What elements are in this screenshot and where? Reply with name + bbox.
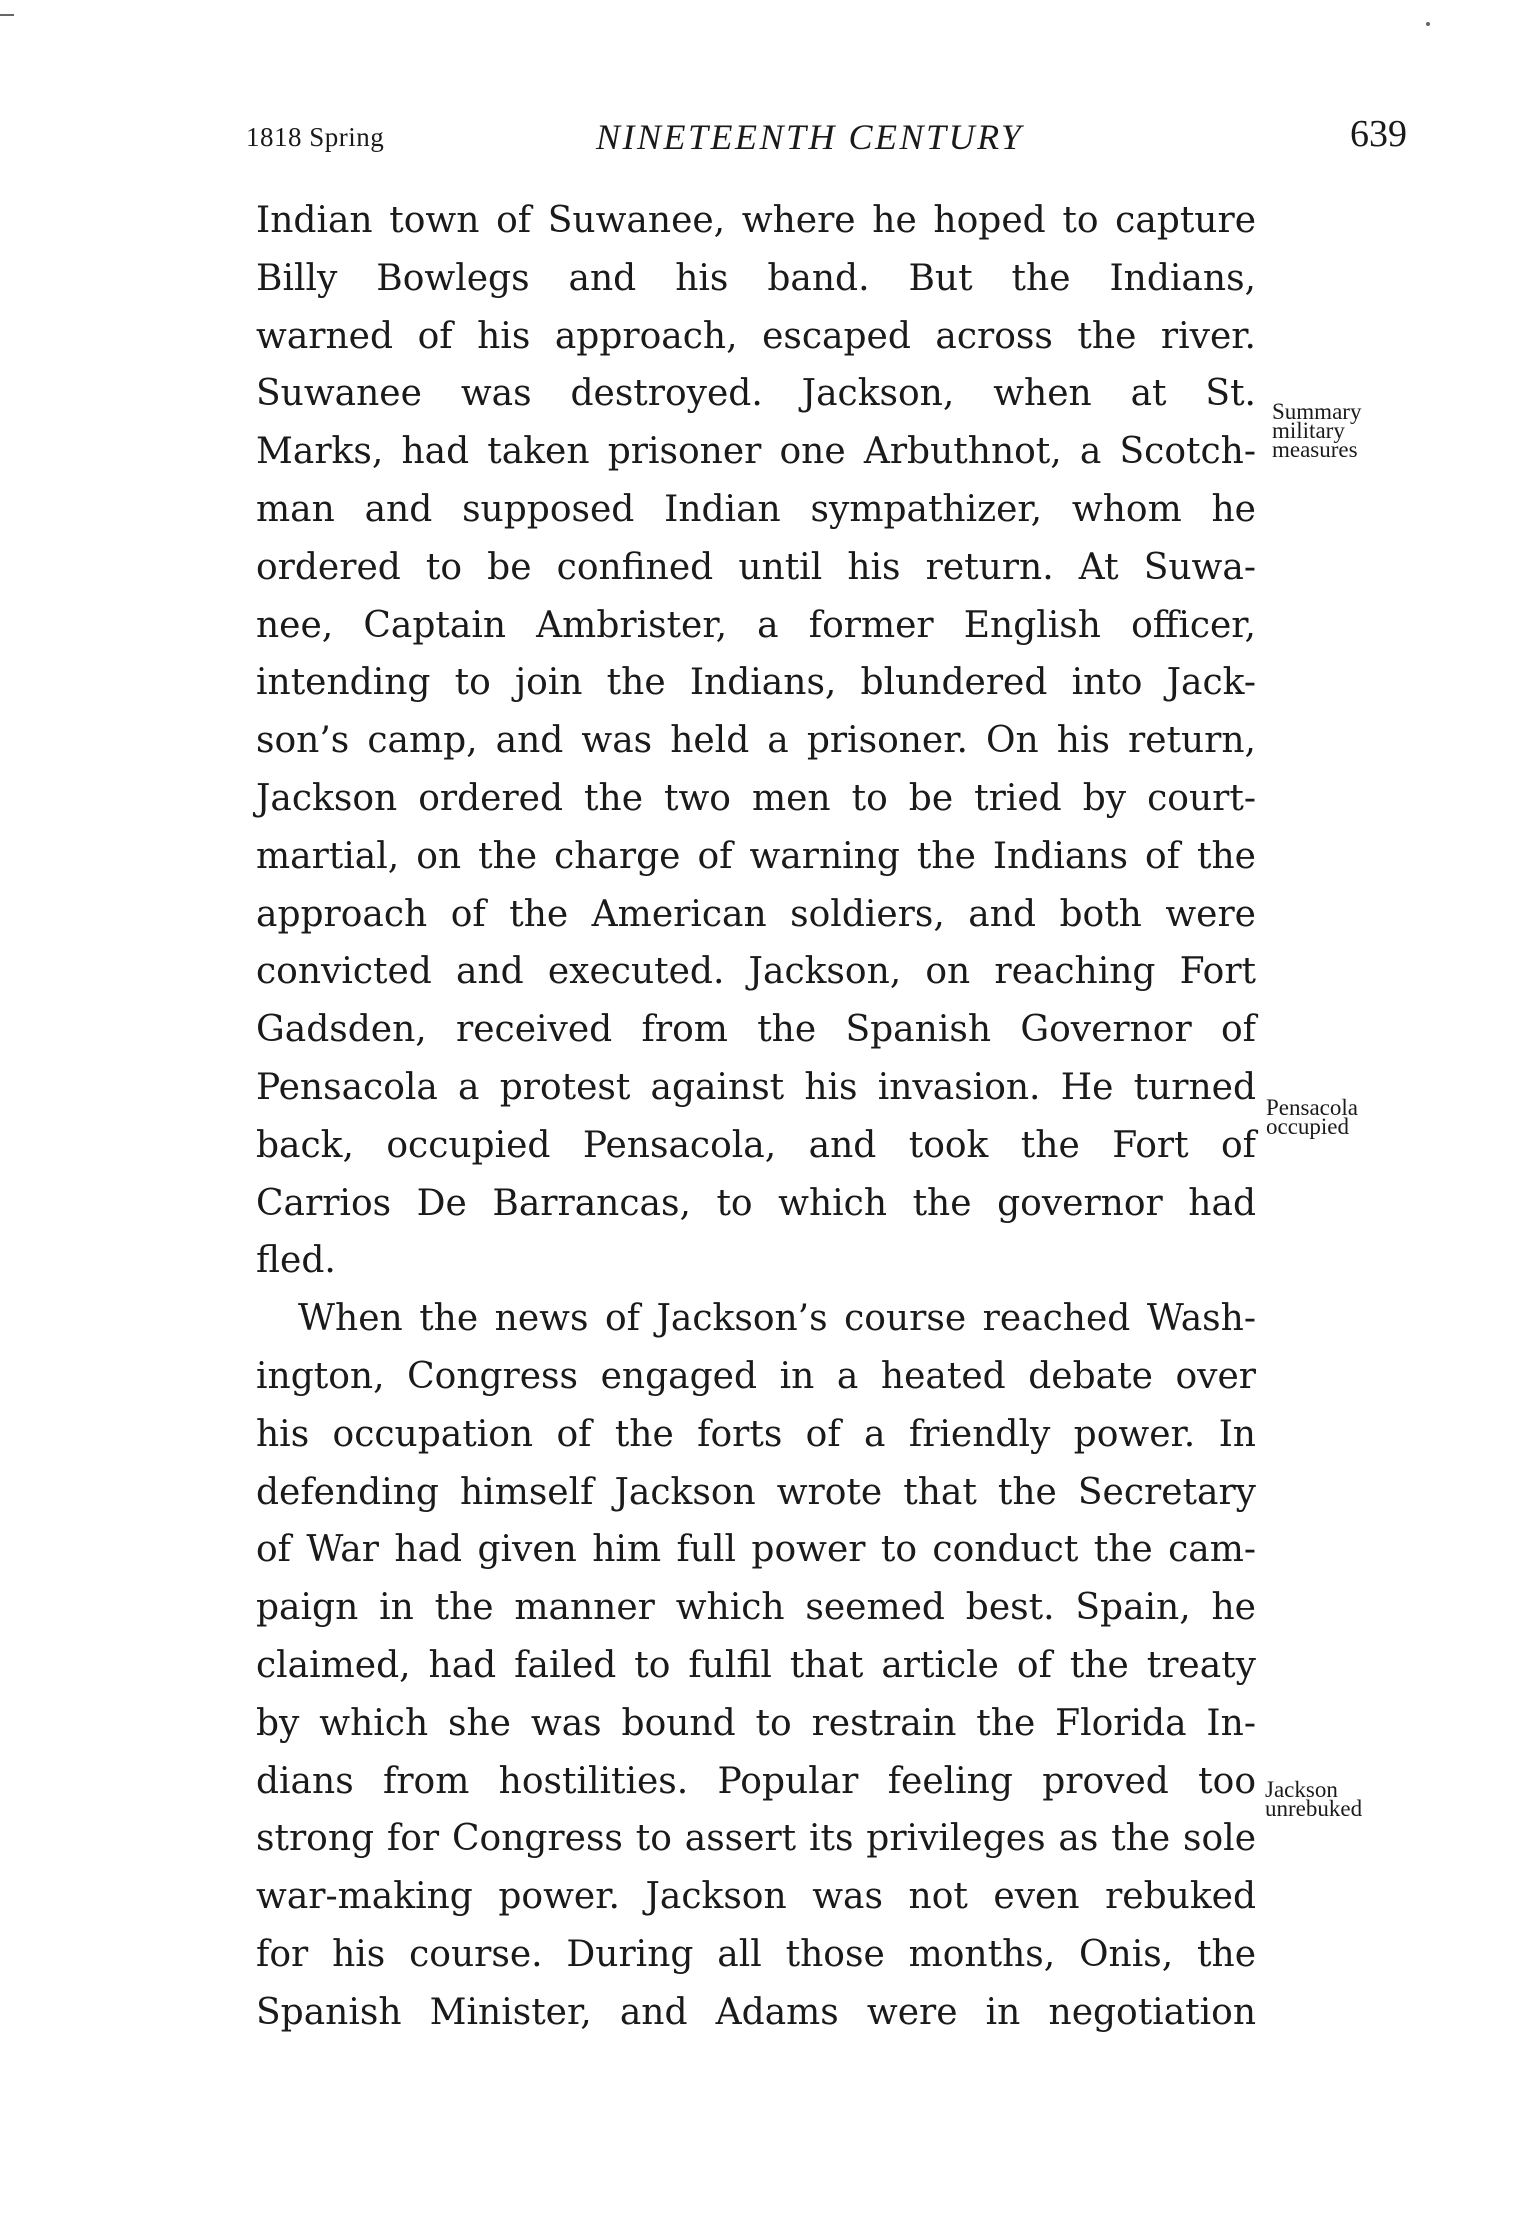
text-line: back, occupied Pensacola, and took the Fort of bbox=[256, 1124, 1256, 1166]
margin-note-line: unrebuked bbox=[1265, 1796, 1363, 1821]
body-text bbox=[256, 192, 1256, 2042]
text-line: Billy Bowlegs and his band. But the Indians, bbox=[256, 257, 1256, 299]
text-line: fled. bbox=[256, 1240, 336, 1282]
text-line: paign in the manner which seemed best. Spain, he bbox=[256, 1587, 1256, 1629]
text-line: of War had given him full power to conduct the cam- bbox=[256, 1529, 1256, 1571]
text-line: dians from hostilities. Popular feeling proved too bbox=[256, 1760, 1256, 1802]
margin-note-line: measures bbox=[1272, 437, 1358, 462]
margin-note-pensacola bbox=[1266, 1095, 1358, 1139]
text-line: When the news of Jackson’s course reached Wash- bbox=[298, 1298, 1256, 1340]
header-date: 1818 Spring bbox=[246, 122, 385, 152]
text-line: for his course. During all those months, Onis, the bbox=[256, 1933, 1256, 1975]
text-line: convicted and executed. Jackson, on reaching Fort bbox=[256, 951, 1256, 993]
text-line: Gadsden, received from the Spanish Governor of bbox=[256, 1009, 1256, 1051]
text-line: martial, on the charge of warning the Indians of the bbox=[256, 835, 1256, 877]
header-title: NINETEENTH CENTURY bbox=[596, 117, 1024, 157]
text-line: ington, Congress engaged in a heated debate over bbox=[256, 1355, 1256, 1397]
text-line: claimed, had failed to fulfil that article of the treaty bbox=[256, 1644, 1256, 1686]
running-header bbox=[0, 112, 1515, 162]
margin-note-line: Summary bbox=[1272, 399, 1362, 424]
text-line: nee, Captain Ambrister, a former English officer, bbox=[256, 604, 1256, 646]
text-line: Spanish Minister, and Adams were in negotiation bbox=[256, 1991, 1256, 2033]
text-line: Indian town of Suwanee, where he hoped to capture bbox=[256, 200, 1256, 241]
text-line: Pensacola a protest against his invasion. He turned bbox=[256, 1066, 1256, 1108]
text-line: defending himself Jackson wrote that the Secretary bbox=[256, 1471, 1256, 1513]
text-line: Marks, had taken prisoner one Arbuthnot, a Scotch- bbox=[256, 431, 1256, 473]
text-line: Carrios De Barrancas, to which the governor had bbox=[256, 1182, 1256, 1224]
scan-speck bbox=[1426, 22, 1430, 26]
page-number: 639 bbox=[1350, 113, 1407, 155]
text-line: ordered to be confined until his return. At Suwa- bbox=[256, 546, 1256, 588]
margin-note-line: Jackson bbox=[1265, 1777, 1338, 1802]
text-line: Suwanee was destroyed. Jackson, when at St. bbox=[256, 373, 1256, 415]
text-line: man and supposed Indian sympathizer, whom he bbox=[256, 488, 1256, 530]
text-line: his occupation of the forts of a friendly power. In bbox=[256, 1413, 1256, 1455]
margin-note-line: occupied bbox=[1266, 1114, 1350, 1139]
margin-note-line: military bbox=[1272, 418, 1345, 443]
text-line: son’s camp, and was held a prisoner. On his return, bbox=[256, 720, 1256, 762]
margin-note-jackson bbox=[1265, 1777, 1363, 1821]
text-line: by which she was bound to restrain the Florida In- bbox=[256, 1702, 1256, 1744]
text-line: Jackson ordered the two men to be tried by court- bbox=[256, 777, 1256, 819]
margin-note-summary bbox=[1272, 399, 1362, 462]
text-line: intending to join the Indians, blundered into Jack- bbox=[256, 662, 1256, 704]
text-line: approach of the American soldiers, and both were bbox=[256, 893, 1256, 935]
text-line: warned of his approach, escaped across the river. bbox=[256, 315, 1256, 357]
text-line: war-making power. Jackson was not even rebuked bbox=[256, 1876, 1256, 1918]
scan-edge-mark bbox=[0, 14, 14, 16]
margin-note-line: Pensacola bbox=[1266, 1095, 1358, 1120]
text-line: strong for Congress to assert its privileges as the sole bbox=[256, 1818, 1256, 1860]
